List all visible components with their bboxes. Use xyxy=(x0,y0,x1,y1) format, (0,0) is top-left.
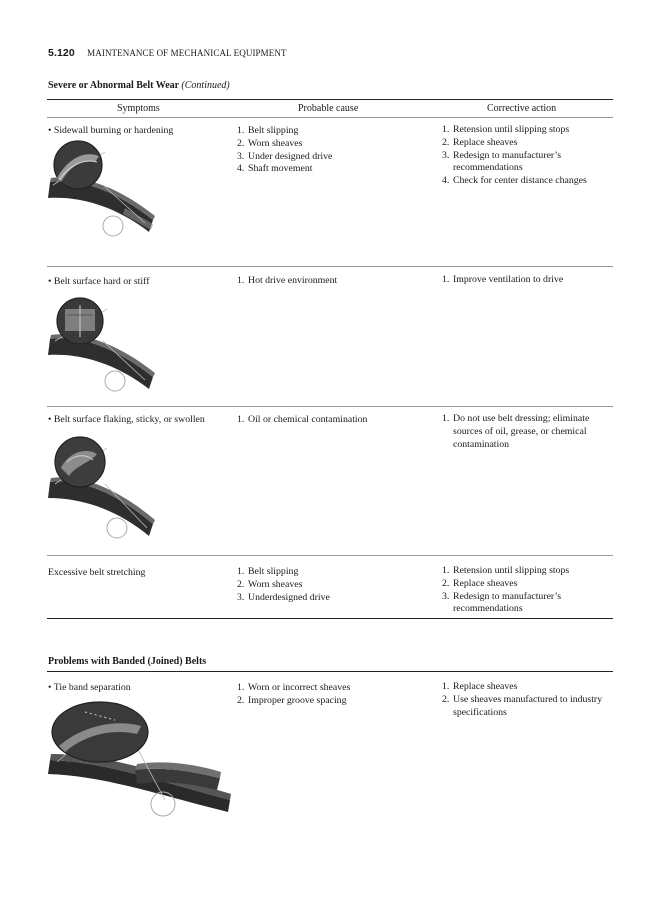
list-item: 4. Check for center distance changes xyxy=(442,175,587,187)
table-top-rule xyxy=(47,99,613,100)
cause-list xyxy=(237,414,367,427)
cause-list xyxy=(237,566,330,604)
running-title: MAINTENANCE OF MECHANICAL EQUIPMENT xyxy=(87,48,287,58)
header-rule xyxy=(47,117,613,118)
list-item: 3. Under designed drive xyxy=(237,150,333,162)
list-item: 1. Retension until slipping stops xyxy=(442,565,570,576)
table-bottom-rule xyxy=(47,618,613,619)
belt-illustration xyxy=(45,140,160,240)
list-item: 2. Replace sheaves xyxy=(442,136,518,148)
list-item: 1. Replace sheaves xyxy=(442,681,518,692)
column-header-symptoms: Symptoms xyxy=(117,103,160,114)
list-item: 1. Improve ventilation to drive xyxy=(442,274,564,285)
symptom-cell: • Sidewall burning or hardening xyxy=(48,125,174,136)
list-item: 3. Redesign to manufacturer’s recommendations xyxy=(442,590,562,615)
row-divider xyxy=(47,555,613,556)
action-list xyxy=(442,681,612,719)
action-list xyxy=(442,413,612,451)
action-list xyxy=(442,124,612,188)
symptom-cell: • Tie band separation xyxy=(48,682,131,693)
symptom-cell: • Belt surface hard or stiff xyxy=(48,276,150,287)
row-divider xyxy=(47,406,613,407)
list-item: 3. Underdesigned drive xyxy=(237,591,330,603)
action-list xyxy=(442,274,612,287)
section-title-banded-belts: Problems with Banded (Joined) Belts xyxy=(48,656,207,667)
list-item: 1. Belt slipping xyxy=(237,566,299,577)
page-number: 5.120 xyxy=(48,47,75,59)
list-item: 4. Shaft movement xyxy=(237,163,313,175)
list-item: 2. Replace sheaves xyxy=(442,577,518,589)
list-item: 2. Use sheaves manufactured to industry specifications xyxy=(442,693,603,718)
running-header xyxy=(48,47,287,59)
belt-illustration xyxy=(45,295,160,395)
list-item: 1. Oil or chemical contamination xyxy=(237,414,368,425)
belt-illustration xyxy=(45,432,160,542)
section2-top-rule xyxy=(47,671,613,672)
section-title-belt-wear: Severe or Abnormal Belt Wear (Continued) xyxy=(48,80,230,91)
column-header-corrective-action: Corrective action xyxy=(487,103,557,114)
symptom-cell: • Belt surface flaking, sticky, or swollen xyxy=(48,414,205,425)
cause-list xyxy=(237,125,332,176)
symptom-cell: Excessive belt stretching xyxy=(48,567,146,578)
column-header-probable-cause: Probable cause xyxy=(298,103,359,114)
list-item: 1. Retension until slipping stops xyxy=(442,124,570,135)
list-item: 1. Belt slipping xyxy=(237,125,299,136)
row-divider xyxy=(47,266,613,267)
list-item: 1. Worn or incorrect sheaves xyxy=(237,682,351,693)
action-list xyxy=(442,565,612,616)
cause-list xyxy=(237,682,350,708)
list-item: 1. Hot drive environment xyxy=(237,275,338,286)
list-item: 3. Redesign to manufacturer’s recommendations xyxy=(442,149,562,174)
list-item: 2. Worn sheaves xyxy=(237,137,303,149)
list-item: 1. Do not use belt dressing; eliminate sources of oil, grease, or chemical contamination xyxy=(442,413,590,450)
list-item: 2. Worn sheaves xyxy=(237,578,303,590)
cause-list xyxy=(237,275,337,288)
list-item: 2. Improper groove spacing xyxy=(237,694,347,706)
banded-belt-illustration xyxy=(45,700,235,825)
